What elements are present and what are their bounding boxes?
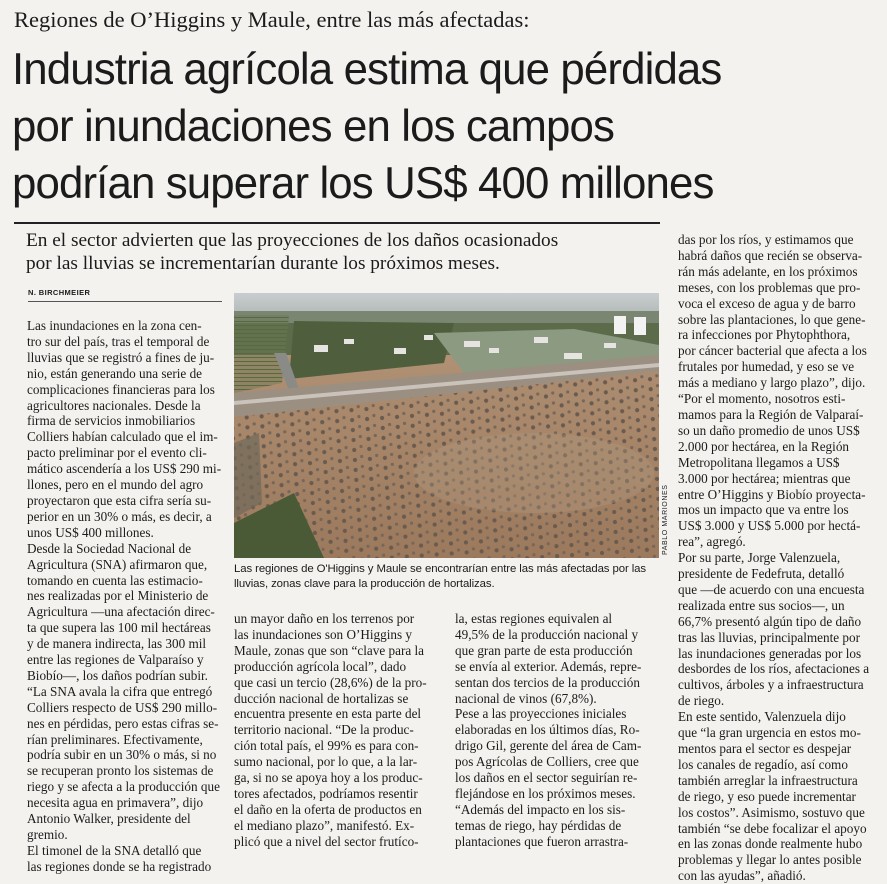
text-line: firma de servicios inmobiliarios (27, 413, 196, 429)
text-line: en las zonas donde realmente hubo (678, 836, 863, 852)
text-line: llones, pero en el mundo del agro (27, 477, 204, 493)
text-line: Desde la Sociedad Nacional de (27, 540, 192, 556)
text-line: rían preliminares. Efectivamente, (27, 731, 203, 747)
text-line: habrá daños que recién se observa- (678, 247, 863, 263)
text-line: se envía al exterior. Además, repre- (455, 658, 642, 674)
text-line: rea”, agregó. (678, 534, 746, 550)
text-line: frutales por humedad, y eso se ve (678, 359, 855, 375)
text-line: encuentra presente en esta parte del (234, 706, 422, 722)
text-line: la, estas regiones equivalen al (455, 611, 613, 626)
text-line: unos US$ 400 millones. (27, 524, 154, 540)
text-line: nacional de vinos (67,8%). (455, 690, 597, 706)
text-line: plicó que a nivel del sector frutíco- (234, 833, 419, 849)
text-line: entre O’Higgins y Biobío proyecta- (678, 486, 866, 502)
flood-photo (234, 293, 659, 558)
text-line: podría subir en un 30% o más, si no (27, 747, 217, 763)
text-line: plantaciones que fueron arrastra- (455, 833, 629, 849)
text-line: más a mediano y largo plazo”, dijo. (678, 375, 866, 391)
text-line: ta que supera las 100 mil hectáreas (27, 620, 211, 636)
article-column-4 (678, 232, 882, 884)
text-line: US$ 3.000 y US$ 5.000 por hectá- (678, 518, 861, 534)
text-line: tras las lluvias, principalmente por (678, 629, 861, 645)
text-line: temas de riego, hay pérdidas de (455, 817, 622, 833)
article-column-3 (455, 611, 659, 850)
text-line: de riego, y eso puede incrementar (678, 788, 856, 804)
photo-credit: PABLO MARIONES (662, 484, 669, 555)
text-line: los daños en el sector seguirían re- (455, 770, 638, 786)
text-line: que casi un tercio (28,6%) de la pro- (234, 674, 427, 690)
article-column-1 (27, 318, 222, 875)
text-line: los costos”. Asimismo, sostuvo que (678, 804, 865, 820)
text-line: elaboradas en los últimos días, Ro- (455, 722, 640, 738)
text-line: nes realizadas por el Ministerio de (27, 588, 209, 604)
text-line: “La SNA avala la cifra que entregó (27, 683, 213, 699)
text-line: los canales de regadío, así como (678, 756, 848, 772)
text-line: con las ayudas”, añadió. (678, 868, 806, 884)
text-line: presidente de Fedefruta, detalló (678, 566, 845, 582)
text-line: también arreglar la infraestructura (678, 772, 858, 788)
text-line: so un daño promedio de unos US$ (678, 422, 860, 438)
text-line: flejándose en los próximos meses. (455, 785, 636, 801)
byline-rule (28, 301, 222, 302)
text-line: mamos para la Región de Valparaí- (678, 406, 864, 422)
article-column-2 (234, 611, 444, 850)
text-line: Agricultura (SNA) afirmaron que, (27, 556, 208, 572)
byline: N. BIRCHMEIER (28, 288, 91, 297)
text-line: que “la gran urgencia en estos mo- (678, 725, 861, 741)
text-line: y de manera indirecta, las 300 mil (27, 636, 207, 652)
text-line: cultivos, árboles y a infraestructura (678, 677, 864, 693)
text-line: En este sentido, Valenzuela dijo (678, 709, 846, 725)
text-line: pacto preliminar por el evento cli- (27, 445, 207, 461)
text-line: también “se debe focalizar el apoyo (678, 820, 867, 836)
text-line: Colliers respecto de US$ 290 millo- (27, 699, 218, 715)
text-line: riego y se afecta a la producción que (27, 779, 220, 795)
text-line: perior en un 30% o más, es decir, a (27, 508, 212, 524)
text-line: desbordes de los ríos, afectaciones a (678, 661, 870, 677)
text-line: “Además del impacto en los sis- (455, 801, 626, 817)
text-line: Las inundaciones en la zona cen- (27, 318, 202, 333)
text-line: das por los ríos, y estimamos que (678, 232, 854, 247)
text-line: mentos para el sector es despejar (678, 741, 852, 756)
text-line: las inundaciones son O’Higgins y (234, 626, 413, 642)
text-line: por cáncer bacterial que afecta a los (678, 343, 867, 359)
text-line: un mayor daño en los terrenos por (234, 611, 415, 626)
text-line: Agricultura —una afectación direc- (27, 604, 215, 620)
text-line: nes en pérdidas, pero estas cifras se- (27, 715, 219, 731)
text-line: se recuperan pronto los sistemas de (27, 763, 214, 779)
text-line: el mediano plazo”, manifestó. Ex- (234, 817, 415, 833)
photo-caption (234, 562, 662, 592)
text-line: mos un impacto que va entre los (678, 502, 849, 518)
text-line: el daño en la oferta de productos en (234, 801, 422, 817)
headline-line: Industria agrícola estima que pérdidas (12, 45, 722, 94)
text-line: las inundaciones generadas por los (678, 645, 862, 661)
text-line: las regiones donde se ha registrado (27, 858, 212, 874)
text-line: voca el exceso de agua y de barro (678, 295, 856, 311)
text-line: Antonio Walker, presidente del (27, 811, 191, 827)
headline-line: podrían superar los US$ 400 millones (12, 159, 714, 208)
caption-line: Las regiones de O'Higgins y Maule se encontrarían entre las más afectadas por las (234, 563, 646, 575)
text-line: sentan dos tercios de la producción (455, 674, 640, 690)
text-line: “Por el momento, nosotros esti- (678, 391, 846, 407)
text-line: ga, si no se apoya hoy a los produc- (234, 770, 423, 786)
text-line: 49,5% de la producción nacional y (455, 626, 639, 642)
text-line: lluvias que se registró a fines de ju- (27, 349, 215, 365)
deck-line: En el sector advierten que las proyecciones de los daños ocasionados (26, 230, 559, 251)
text-line: Colliers habían calculado que el im- (27, 429, 218, 445)
text-line: mático ascendería a los US$ 290 mi- (27, 461, 222, 477)
text-line: complicaciones financieras para los (27, 381, 215, 397)
deck (26, 229, 666, 275)
text-line: gremio. (27, 827, 68, 842)
text-line: Metropolitana llegamos a US$ (678, 454, 840, 470)
text-line: pos Agrícolas de Colliers, cree que (455, 754, 639, 770)
text-line: 66,7% presentó algún tipo de daño (678, 613, 862, 629)
text-line: agricultores nacionales. Desde la (27, 397, 201, 413)
text-line: sobre las plantaciones, lo que gene- (678, 311, 866, 327)
text-line: que —de acuerdo con una encuesta (678, 581, 865, 597)
text-line: rán más adelante, en los próximos (678, 263, 858, 279)
headline (12, 41, 869, 212)
text-line: Biobío—, los daños podrían subir. (27, 667, 208, 683)
text-line: proyectaron que esta cifra sería su- (27, 492, 212, 508)
text-line: necesita agua en primavera”, dijo (27, 795, 204, 811)
text-line: ra infecciones por Phytophthora, (678, 327, 851, 343)
text-line: 2.000 por hectárea, en la Región (678, 438, 850, 454)
text-line: tro sur del país, tras el temporal de (27, 333, 210, 349)
text-line: entre las regiones de Valparaíso y (27, 652, 204, 668)
text-line: ción total país, el 99% es para con- (234, 738, 419, 754)
deck-line: por las lluvias se incrementarían durante los próximos meses. (26, 253, 500, 274)
text-line: El timonel de la SNA detalló que (27, 842, 202, 858)
text-line: realizada entre sus socios—, un (678, 597, 845, 613)
headline-rule (14, 222, 660, 224)
text-line: Por su parte, Jorge Valenzuela, (678, 550, 841, 566)
text-line: Maule, zonas que son “clave para la (234, 642, 425, 658)
text-line: de riego. (678, 693, 725, 709)
text-line: que gran parte de esta producción (455, 642, 633, 658)
text-line: problemas y llegar lo antes posible (678, 852, 862, 868)
text-line: tores afectados, podríamos resentir (234, 785, 418, 801)
text-line: sumo nacional, por lo que, a la lar- (234, 754, 418, 770)
text-line: producción agrícola local”, dado (234, 658, 407, 674)
caption-line: lluvias, zonas clave para la producción de hortalizas. (234, 578, 495, 590)
text-line: Pese a las proyecciones iniciales (455, 706, 627, 722)
headline-line: por inundaciones en los campos (12, 102, 615, 151)
text-line: territorio nacional. “De la produc- (234, 722, 414, 738)
text-line: meses, con los problemas que pro- (678, 279, 861, 295)
text-line: drigo Gil, gerente del área de Cam- (455, 738, 642, 754)
text-line: nio, están generando una serie de (27, 365, 203, 381)
kicker: Regiones de O’Higgins y Maule, entre las más afectadas: (14, 7, 530, 32)
text-line: 3.000 por hectárea; mientras que (678, 470, 851, 486)
text-line: ducción nacional de hortalizas se (234, 690, 409, 706)
text-line: tomando en cuenta las estimacio- (27, 572, 203, 588)
